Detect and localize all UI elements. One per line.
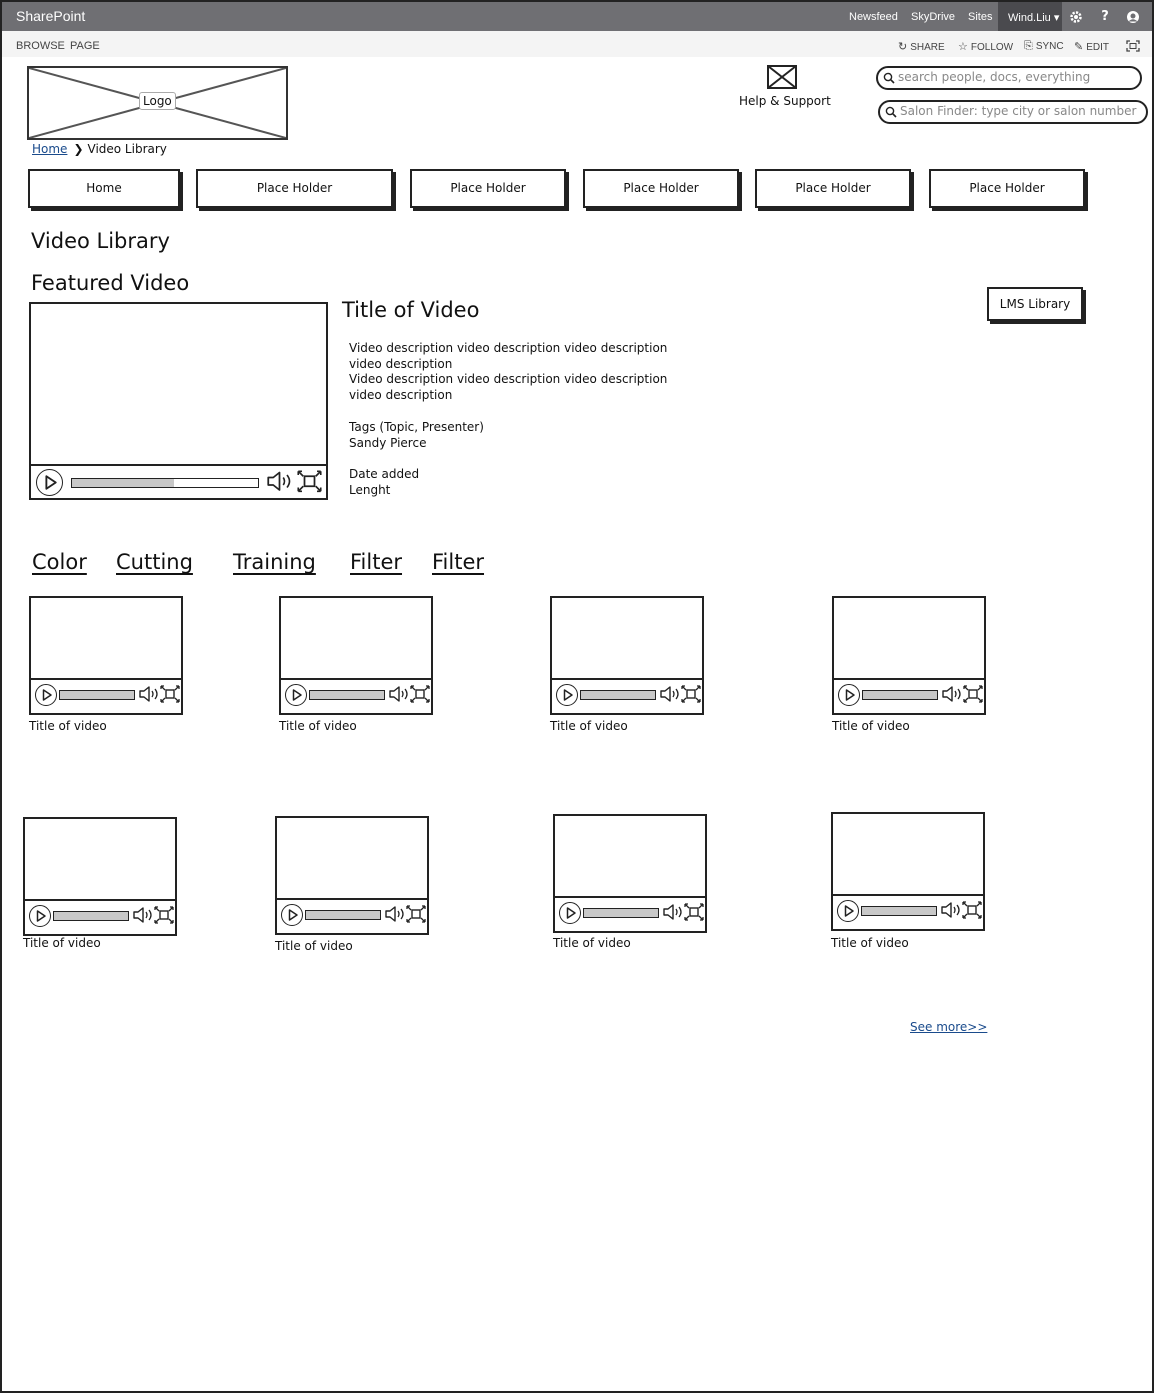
- play-icon[interactable]: [285, 684, 307, 706]
- share-icon: ↻: [898, 41, 908, 53]
- fullscreen-icon[interactable]: [963, 685, 983, 707]
- nav-placeholder-5[interactable]: Place Holder: [929, 169, 1085, 208]
- seek-bar[interactable]: [861, 906, 937, 916]
- see-more-link[interactable]: See more>>: [910, 1020, 988, 1034]
- filter-tab-filter-2[interactable]: Filter: [432, 550, 485, 574]
- video-thumbnail-player[interactable]: [832, 596, 986, 715]
- video-title[interactable]: Title of video: [275, 939, 353, 953]
- breadcrumb-current: Video Library: [87, 142, 167, 156]
- seek-progress: [72, 479, 174, 487]
- fullscreen-icon[interactable]: [160, 685, 180, 707]
- avatar-icon[interactable]: [1126, 10, 1140, 24]
- nav-home[interactable]: Home: [28, 169, 180, 208]
- user-name: Wind.Liu ▾: [1008, 12, 1060, 24]
- skydrive-link[interactable]: SkyDrive: [911, 11, 956, 23]
- seek-progress: [581, 691, 655, 699]
- volume-icon[interactable]: [660, 685, 680, 707]
- filter-tab-cutting[interactable]: Cutting: [116, 550, 193, 574]
- filter-tab-filter-1[interactable]: Filter: [350, 550, 403, 574]
- video-description: [349, 341, 679, 404]
- share-action[interactable]: ↻ SHARE: [898, 41, 945, 53]
- logo-placeholder[interactable]: [27, 66, 288, 140]
- volume-icon[interactable]: [139, 685, 159, 707]
- video-screen[interactable]: [552, 598, 702, 680]
- fullscreen-icon[interactable]: [962, 901, 982, 923]
- seek-bar[interactable]: [71, 478, 259, 488]
- video-meta: [349, 466, 419, 498]
- nav-placeholder-2[interactable]: Place Holder: [410, 169, 566, 208]
- video-thumbnail-player[interactable]: [553, 814, 707, 933]
- video-thumbnail-player[interactable]: [29, 596, 183, 715]
- fullscreen-icon[interactable]: [684, 903, 704, 925]
- follow-action[interactable]: ☆ FOLLOW: [958, 41, 1014, 53]
- gear-icon[interactable]: [1069, 10, 1083, 24]
- focus-icon[interactable]: [1126, 40, 1140, 55]
- seek-progress: [310, 691, 384, 699]
- logo-label: Logo: [139, 92, 176, 110]
- featured-video-player[interactable]: [29, 302, 328, 500]
- seek-bar[interactable]: [309, 690, 385, 700]
- search-icon: [883, 72, 895, 84]
- video-screen[interactable]: [25, 819, 175, 901]
- user-menu[interactable]: [998, 2, 1062, 31]
- fullscreen-icon[interactable]: [681, 685, 701, 707]
- tags-label: Tags (Topic, Presenter): [349, 420, 484, 434]
- video-title[interactable]: Title of video: [831, 936, 909, 950]
- video-thumbnail-player[interactable]: [275, 816, 429, 935]
- chevron-right-icon: ❯: [73, 142, 84, 156]
- play-icon[interactable]: [559, 902, 581, 924]
- video-thumbnail-player[interactable]: [831, 812, 985, 931]
- seek-bar[interactable]: [580, 690, 656, 700]
- video-title[interactable]: Title of video: [29, 719, 107, 733]
- fullscreen-icon[interactable]: [410, 685, 430, 707]
- volume-icon[interactable]: [941, 901, 961, 923]
- filter-tab-training[interactable]: Training: [233, 550, 316, 574]
- play-icon[interactable]: [281, 904, 303, 926]
- volume-icon[interactable]: [942, 685, 962, 707]
- page-title: Video Library: [31, 229, 170, 253]
- video-screen[interactable]: [31, 598, 181, 680]
- video-screen[interactable]: [277, 818, 427, 900]
- fullscreen-icon[interactable]: [154, 906, 174, 928]
- description-line: Video description video description video description: [349, 341, 668, 355]
- nav-placeholder-4[interactable]: Place Holder: [755, 169, 911, 208]
- seek-progress: [54, 912, 128, 920]
- video-thumbnail-player[interactable]: [550, 596, 704, 715]
- section-title: Featured Video: [31, 271, 190, 295]
- suite-brand[interactable]: SharePoint: [16, 8, 86, 24]
- volume-icon[interactable]: [385, 905, 405, 927]
- video-tags: [349, 419, 484, 451]
- video-thumbnail-player[interactable]: [23, 817, 177, 936]
- salon-finder-input[interactable]: [900, 103, 1140, 119]
- tab-browse[interactable]: BROWSE: [16, 40, 65, 52]
- search-icon: [885, 106, 897, 118]
- play-icon[interactable]: [837, 900, 859, 922]
- video-screen[interactable]: [31, 304, 326, 466]
- help-icon[interactable]: ?: [1101, 9, 1109, 24]
- video-title[interactable]: Title of video: [23, 936, 101, 950]
- lms-library-button[interactable]: LMS Library: [987, 287, 1083, 321]
- fullscreen-icon[interactable]: [406, 905, 426, 927]
- seek-progress: [862, 907, 936, 915]
- video-title[interactable]: Title of video: [279, 719, 357, 733]
- nav-placeholder-1[interactable]: Place Holder: [196, 169, 393, 208]
- video-screen[interactable]: [834, 598, 984, 680]
- filter-tab-color[interactable]: Color: [32, 550, 87, 574]
- sync-icon: ⎘: [1024, 40, 1033, 52]
- breadcrumb: [32, 142, 167, 156]
- seek-bar[interactable]: [583, 908, 659, 918]
- play-icon[interactable]: [35, 684, 57, 706]
- seek-progress: [584, 909, 658, 917]
- video-title[interactable]: Title of video: [550, 719, 628, 733]
- description-line: video description: [349, 356, 453, 371]
- seek-progress: [60, 691, 134, 699]
- salon-finder[interactable]: [878, 100, 1148, 124]
- video-screen[interactable]: [281, 598, 431, 680]
- video-title[interactable]: Title of video: [553, 936, 631, 950]
- breadcrumb-home[interactable]: Home: [32, 142, 68, 156]
- play-icon[interactable]: [36, 469, 63, 496]
- seek-bar[interactable]: [862, 690, 938, 700]
- pencil-icon: ✎: [1074, 41, 1084, 53]
- tab-page[interactable]: PAGE: [70, 40, 100, 52]
- video-title[interactable]: Title of video: [832, 719, 910, 733]
- sites-link[interactable]: Sites: [968, 11, 993, 23]
- suite-bar: [2, 2, 1152, 31]
- play-icon[interactable]: [29, 905, 51, 927]
- volume-icon[interactable]: [133, 906, 153, 928]
- site-search[interactable]: [876, 66, 1142, 90]
- volume-icon[interactable]: [663, 903, 683, 925]
- description-line: video description: [349, 388, 453, 403]
- help-support-link[interactable]: Help & Support: [739, 94, 831, 108]
- nav-placeholder-3[interactable]: Place Holder: [583, 169, 739, 208]
- fullscreen-icon[interactable]: [297, 470, 322, 497]
- search-input[interactable]: [898, 69, 1134, 85]
- help-support-icon[interactable]: [767, 65, 797, 93]
- volume-icon[interactable]: [389, 685, 409, 707]
- volume-icon[interactable]: [267, 470, 292, 497]
- video-screen[interactable]: [555, 816, 705, 898]
- seek-progress: [306, 911, 380, 919]
- video-screen[interactable]: [833, 814, 983, 896]
- video-thumbnail-player[interactable]: [279, 596, 433, 715]
- video-length: Lenght: [349, 483, 391, 497]
- star-icon: ☆: [958, 41, 968, 53]
- play-icon[interactable]: [556, 684, 578, 706]
- featured-video-title: Title of Video: [342, 298, 480, 322]
- newsfeed-link[interactable]: Newsfeed: [849, 11, 898, 23]
- ribbon: [2, 31, 1152, 57]
- date-added: Date added: [349, 467, 420, 481]
- seek-progress: [863, 691, 937, 699]
- seek-bar[interactable]: [59, 690, 135, 700]
- sync-action[interactable]: ⎘ SYNC: [1024, 40, 1064, 52]
- play-icon[interactable]: [838, 684, 860, 706]
- edit-action[interactable]: ✎ EDIT: [1074, 41, 1109, 53]
- presenter-name: Sandy Pierce: [349, 436, 427, 450]
- seek-bar[interactable]: [53, 911, 129, 921]
- seek-bar[interactable]: [305, 910, 381, 920]
- description-line: Video description video description video description: [349, 372, 668, 387]
